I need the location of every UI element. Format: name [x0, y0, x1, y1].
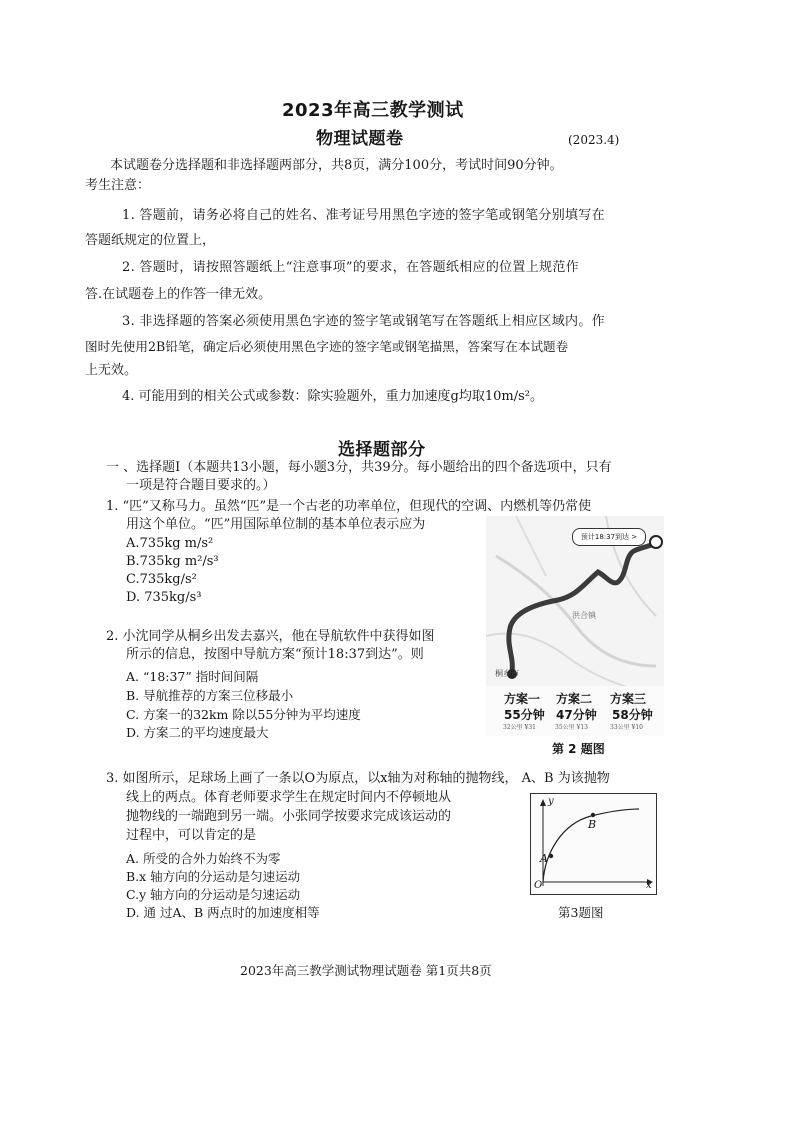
exam-date: (2023.4) — [568, 133, 620, 147]
q2-option-c: C. 方案一的32km 除以55分钟为平均速度 — [126, 707, 361, 722]
q3-stem-line-1: 3. 如图所示，足球场上画了一条以O为原点，以x轴为对称轴的抛物线， A、B 为该抛物 — [106, 771, 610, 786]
plan-3-time: 58分钟 — [612, 708, 653, 722]
q2-option-b: B. 导航推荐的方案三位移最小 — [126, 688, 294, 703]
map-place-1: 洪合镇 — [572, 611, 596, 620]
plan-1-name: 方案一 — [504, 692, 541, 706]
intro-line: 本试题卷分选择题和非选择题两部分，共8页，满分100分，考试时间90分钟。 — [110, 158, 563, 173]
q3-option-d: D. 通 过A、B 两点时的加速度相等 — [126, 905, 320, 920]
parabola-svg — [531, 794, 656, 894]
q1-option-a: A.735kg m/s² — [126, 536, 214, 551]
part-instructions-line-1: 一 、选择题I（本题共13小题，每小题3分，共39分。每小题给出的四个备选项中，只有 — [106, 460, 612, 475]
plan-3-name: 方案三 — [610, 692, 647, 706]
plan-2-sub: 35公里 ¥13 — [555, 724, 588, 731]
q3-stem-line-3: 抛物线的一端跑到另一端。小张同学按要求完成该运动的 — [126, 809, 452, 824]
q2-stem-line-1: 2. 小沈同学从桐乡出发去嘉兴，他在导航软件中获得如图 — [106, 629, 435, 644]
exam-subtitle: 物理试题卷 — [316, 129, 404, 149]
q1-option-c: C.735kg/s² — [126, 572, 197, 587]
note-1-line-1: 1. 答题前，请务必将自己的姓名、准考证号用黑色字迹的签字笔或钢笔分别填写在 — [122, 208, 605, 223]
plan-2-time: 47分钟 — [556, 708, 597, 722]
label-b: B — [588, 818, 597, 831]
exam-title: 2023年高三教学测试 — [282, 100, 464, 121]
note-3-line-2: 图时先使用2B铅笔，确定后必须使用黑色字迹的签字笔或钢笔描黑，答案写在本试题卷 — [85, 339, 569, 354]
page-footer: 2023年高三教学测试物理试题卷 第1页共8页 — [240, 963, 492, 978]
q1-option-b: B.735kg m²/s³ — [126, 554, 219, 569]
plan-3-sub: 33公里 ¥10 — [610, 724, 643, 731]
point-b — [591, 813, 595, 817]
label-a: A — [540, 852, 548, 865]
q1-option-d: D. 735kg/s³ — [126, 590, 202, 605]
q2-option-a: A. “18:37” 指时间间隔 — [126, 669, 259, 684]
y-axis-arrow — [540, 799, 546, 806]
label-o: O — [534, 880, 543, 891]
note-2-line-1: 2. 答题时，请按照答题纸上“注意事项”的要求，在答题纸相应的位置上规范作 — [122, 260, 579, 275]
section-title: 选择题部分 — [338, 440, 426, 460]
q2-figure-caption: 第 2 题图 — [552, 742, 605, 756]
route-line — [509, 542, 656, 672]
q3-figure-caption: 第3题图 — [558, 905, 604, 920]
q1-stem-line-1: 1. “匹”又称马力。虽然“匹”是一个古老的功率单位，但现代的空调、内燃机等仍常使 — [106, 499, 592, 514]
note-3-line-1: 3. 非选择题的答案必须使用黑色字迹的签字笔或钢笔写在答题纸上相应区域内。作 — [122, 314, 605, 329]
q1-stem-line-2: 用这个单位。“匹”用国际单位制的基本单位表示应为 — [126, 517, 426, 532]
plan-1-time: 55分钟 — [504, 708, 545, 722]
note-2-line-2: 答.在试题卷上的作答一律无效。 — [85, 287, 272, 302]
parabola-figure — [530, 793, 657, 895]
q3-option-b: B.x 轴方向的分运动是匀速运动 — [126, 869, 301, 884]
arrival-bubble: 预计18:37到达 > — [572, 528, 646, 546]
notice-heading: 考生注意： — [85, 178, 151, 193]
q2-stem-line-2: 所示的信息，按图中导航方案“预计18:37到达”。则 — [126, 647, 424, 662]
plan-2-name: 方案二 — [556, 692, 593, 706]
point-a — [549, 854, 553, 858]
q2-option-d: D. 方案二的平均速度最大 — [126, 725, 269, 740]
part-instructions-line-2: 一项是符合题目要求的。） — [126, 478, 276, 493]
label-x: x — [646, 880, 652, 891]
end-marker — [650, 536, 662, 548]
q3-option-a: A. 所受的合外力始终不为零 — [126, 851, 281, 866]
note-3-line-3: 上无效。 — [85, 363, 138, 378]
q3-stem-line-4: 过程中，可以肯定的是 — [126, 828, 257, 843]
q3-option-c: C.y 轴方向的分运动是匀速运动 — [126, 887, 301, 902]
note-1-line-2: 答题纸规定的位置上， — [85, 233, 216, 248]
q3-stem-line-2: 线上的两点。体育老师要求学生在规定时间内不停顿地从 — [126, 790, 452, 805]
note-4-line-1: 4. 可能用到的相关公式或参数：除实验题外，重力加速度g均取10m/s²。 — [122, 389, 543, 404]
map-place-2: 桐乡市 — [495, 669, 519, 678]
plan-1-sub: 32公里 ¥31 — [503, 724, 536, 731]
label-y: y — [548, 796, 554, 807]
